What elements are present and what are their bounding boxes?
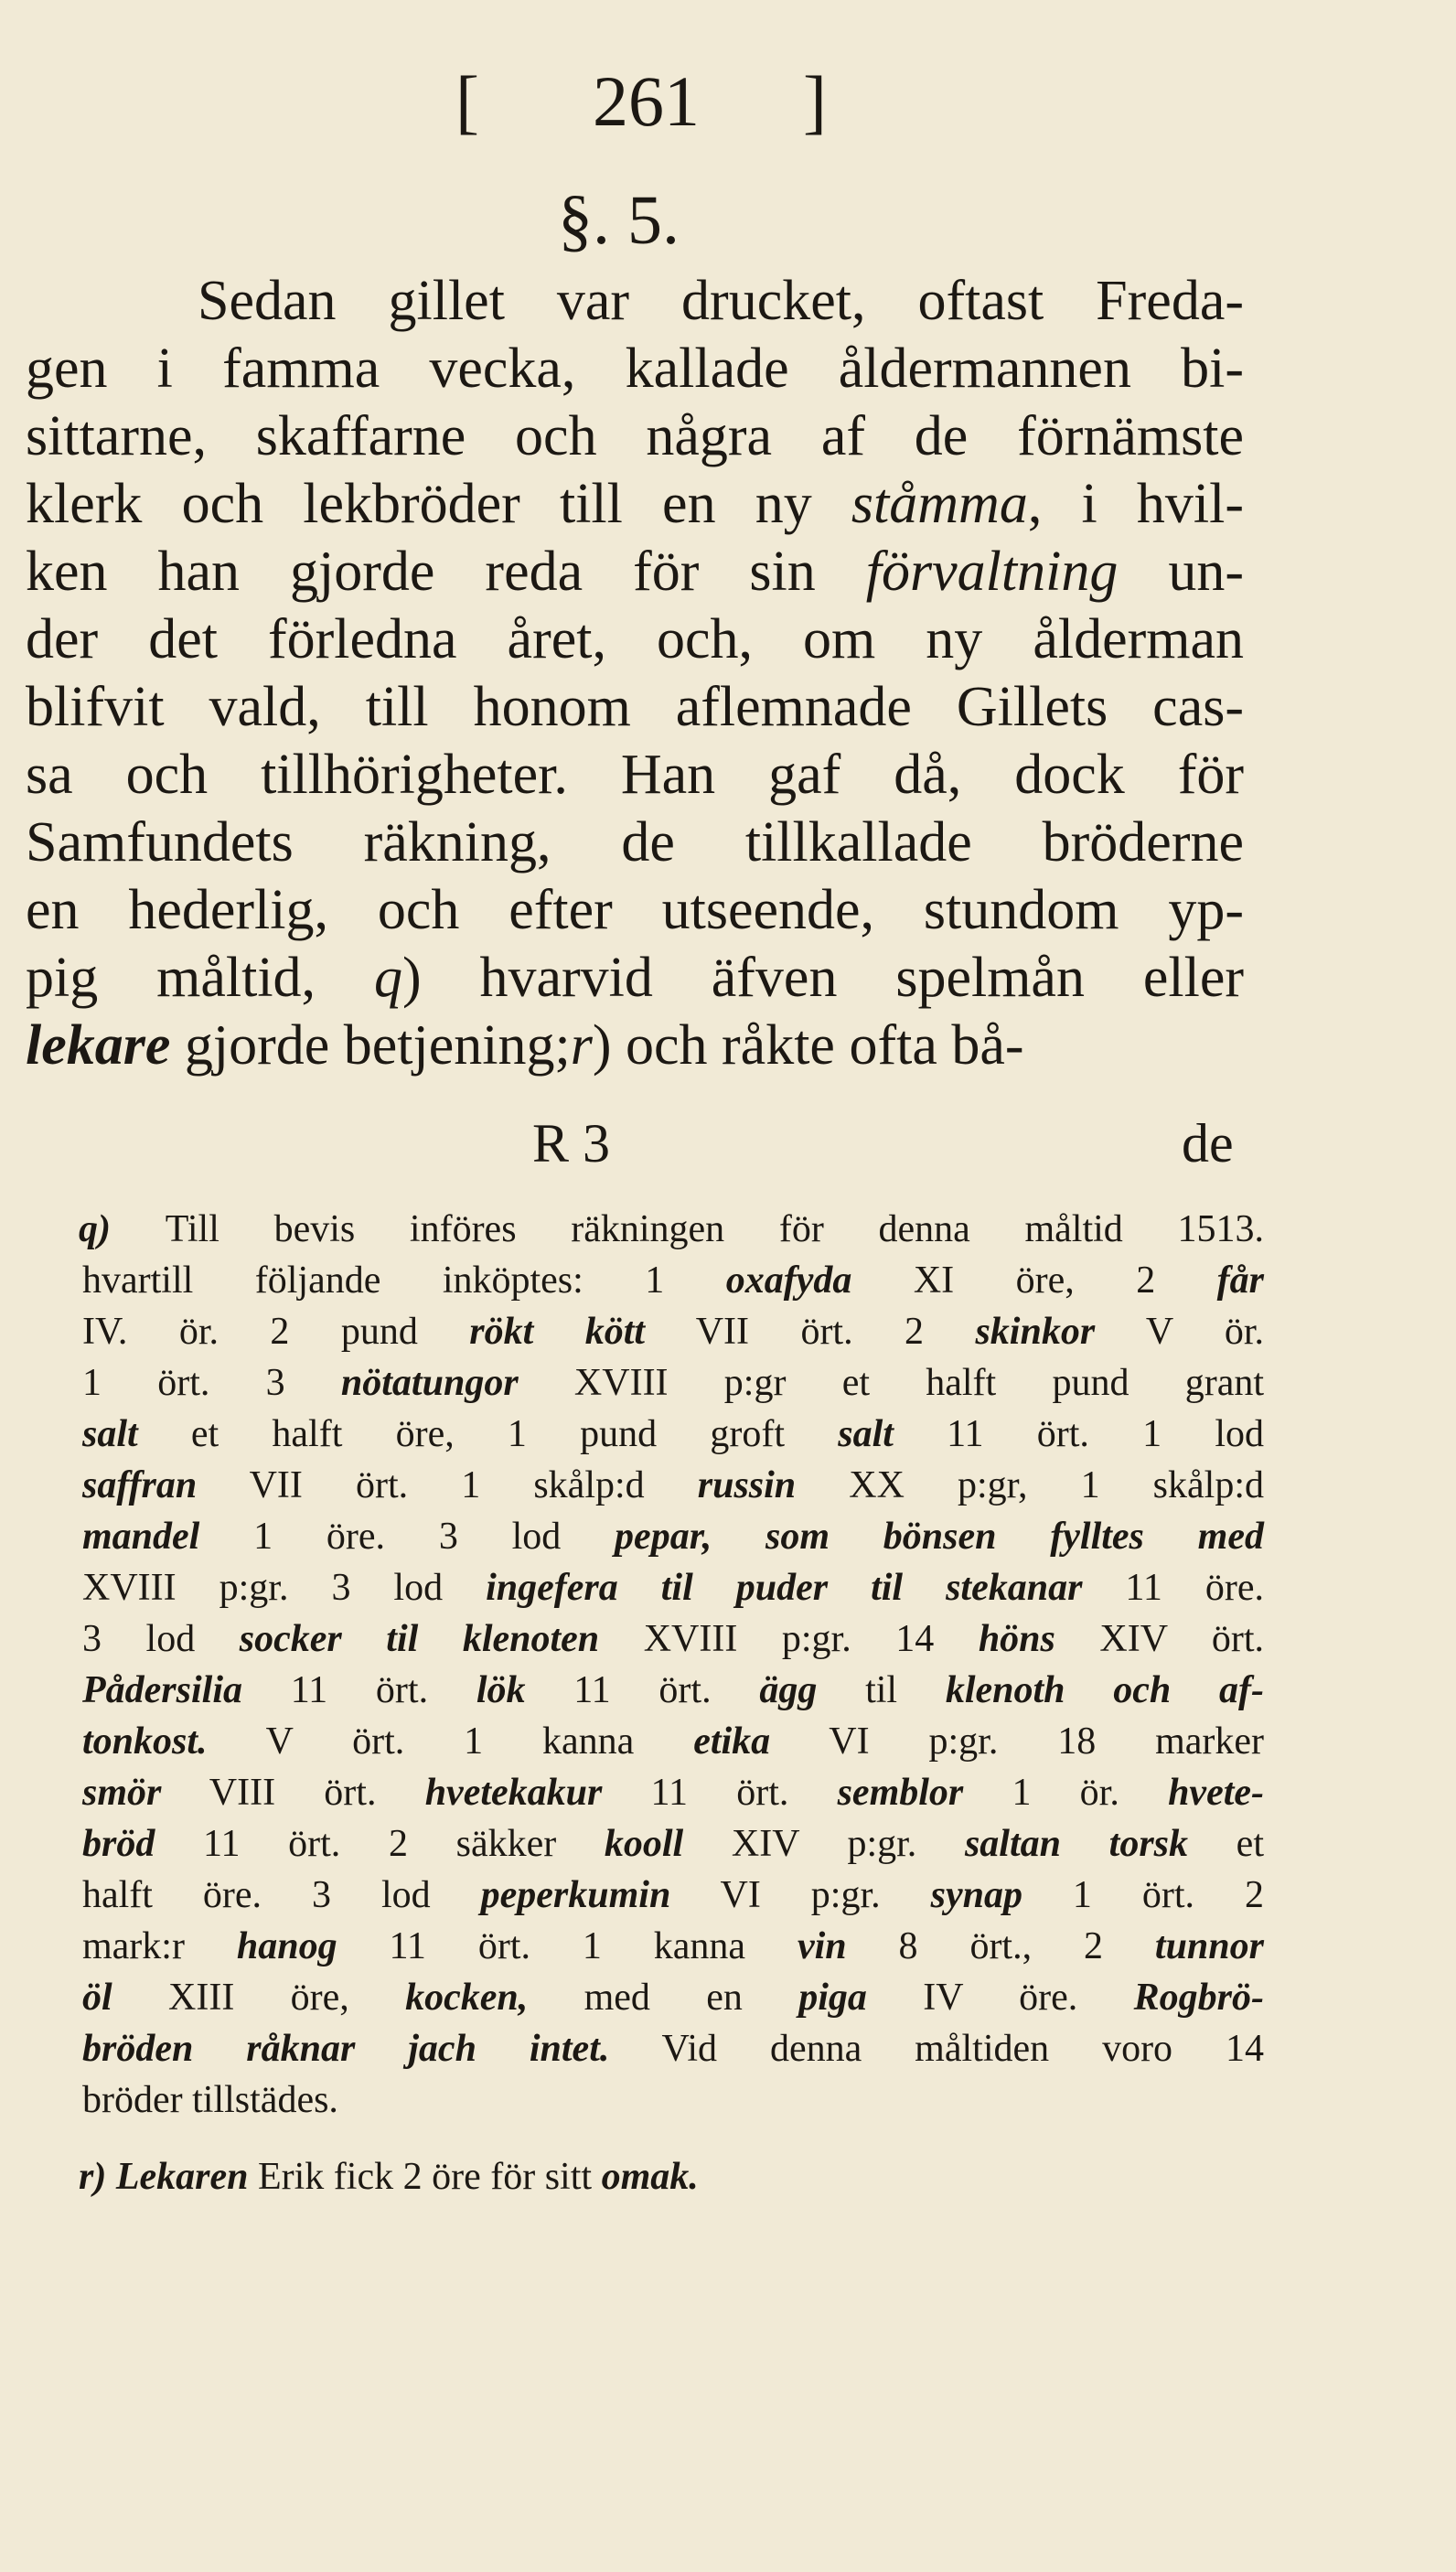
footnote-q-line <box>79 1204 1264 1255</box>
footnote-marker: q) <box>79 1208 166 1250</box>
italic-term: öl <box>82 1977 112 2019</box>
text-run: VIII ört. <box>161 1772 425 1814</box>
text-run: VII ört. 2 <box>645 1311 976 1353</box>
italic-term: förvaltning <box>865 541 1119 603</box>
text-run: IV. ör. 2 pund <box>82 1311 470 1353</box>
footnote-q-line <box>82 1767 1264 1818</box>
text-run: XVIII p:gr et halft pund grant <box>518 1362 1265 1404</box>
italic-term: kocken, <box>405 1977 529 2019</box>
footnote-q-line <box>82 1357 1264 1409</box>
italic-term: omak. <box>601 2156 699 2198</box>
italic-term: Lekaren <box>115 2156 249 2198</box>
italic-term: Pådersilia <box>82 1669 242 1711</box>
footnote-q-line <box>82 1716 1264 1767</box>
footnote-q-line <box>82 1972 1264 2023</box>
paragraph-line <box>26 673 1244 741</box>
footnote-q-line <box>82 1460 1264 1511</box>
text-run: 11 ört. <box>602 1772 838 1814</box>
italic-term: bröden råknar jach intet. <box>82 2028 610 2070</box>
text-run: sa och tillhörigheter. Han gaf då, dock för <box>26 744 1244 806</box>
footnote-q-line <box>82 1613 1264 1665</box>
italic-term: lekare <box>26 1014 171 1077</box>
italic-term: hvete- <box>1168 1772 1265 1814</box>
text-run: bröder tillstädes. <box>82 2079 338 2121</box>
text-run: Sedan gillet var drucket, oftast Freda- <box>198 270 1244 332</box>
italic-term: ingefera til puder til stekanar <box>486 1567 1083 1609</box>
paragraph-line <box>26 267 1244 335</box>
italic-term: socker til klenoten <box>239 1618 600 1660</box>
italic-term: saffran <box>82 1464 198 1506</box>
page-number: 261 <box>593 61 700 141</box>
text-run: 1 ört. 2 <box>1022 1874 1265 1916</box>
paragraph-line <box>26 402 1244 470</box>
text-run: et <box>1188 1823 1264 1865</box>
italic-term: rökt kött <box>469 1311 646 1353</box>
footnote-marker: r) <box>79 2156 116 2198</box>
footnote-q-line <box>82 1562 1264 1613</box>
text-run: 11 ört. 1 lod <box>893 1413 1265 1455</box>
italic-term: oxafyda <box>725 1259 852 1302</box>
header-left-bracket: [ <box>455 61 479 141</box>
text-run: 1 ört. 3 <box>82 1362 341 1404</box>
text-run: en hederlig, och efter utseende, stundom yp- <box>26 879 1244 941</box>
italic-term: skinkor <box>975 1311 1096 1353</box>
italic-term: kooll <box>604 1823 684 1865</box>
italic-term: höns <box>978 1618 1055 1660</box>
italic-term: ägg <box>759 1669 818 1711</box>
italic-term: hanog <box>236 1925 337 1967</box>
paragraph-line <box>26 809 1244 876</box>
text-run: 3 lod <box>82 1618 240 1660</box>
footnote-q-line <box>82 1665 1264 1716</box>
header-right-bracket: ] <box>803 61 827 141</box>
text-run: VI p:gr. <box>670 1874 931 1916</box>
text-run: gjorde betjening; <box>170 1014 571 1077</box>
italic-term: peperkumin <box>480 1874 671 1916</box>
text-run: Erik fick 2 öre för sitt <box>248 2156 602 2198</box>
italic-term: salt <box>838 1413 894 1455</box>
text-run: blifvit vald, till honom aflemnade Gillets cas- <box>26 676 1244 738</box>
italic-term: mandel <box>82 1516 200 1558</box>
text-run: ) hvarvid äfven spelmån eller <box>401 947 1244 1009</box>
italic-term: hvetekakur <box>424 1772 603 1814</box>
text-run: ken han gjorde reda för sin <box>26 541 866 603</box>
main-paragraph <box>26 267 1244 1079</box>
italic-term: pepar, som bönsen fylltes med <box>615 1516 1264 1558</box>
text-run: pig måltid, <box>26 947 374 1009</box>
footnote-q-line <box>82 1409 1264 1460</box>
footnote-q-line <box>82 1818 1264 1870</box>
italic-term: russin <box>697 1464 797 1506</box>
italic-term: får <box>1216 1259 1264 1302</box>
italic-term: salt <box>82 1413 138 1455</box>
text-run: 1 ör. <box>963 1772 1169 1814</box>
footnotes <box>79 1204 1265 2202</box>
text-run: 11 ört. 2 säkker <box>155 1823 605 1865</box>
text-run: et halft öre, 1 pund groft <box>137 1413 839 1455</box>
text-run: Vid denna måltiden voro 14 <box>609 2028 1264 2070</box>
signature-mark: R 3 <box>532 1113 611 1173</box>
text-run: 11 ört. <box>242 1669 476 1711</box>
text-run: , i hvil- <box>1027 473 1244 535</box>
italic-term: ståmma <box>851 473 1028 535</box>
text-run: mark:r <box>82 1925 237 1967</box>
paragraph-line <box>26 1012 1244 1079</box>
footnote-q-line <box>82 1870 1264 1921</box>
paragraph-line <box>26 335 1244 402</box>
text-run: 1 öre. 3 lod <box>199 1516 616 1558</box>
paragraph-line <box>26 741 1244 809</box>
text-run: sittarne, skaffarne och några af de förnämste <box>26 405 1244 467</box>
footnote-q-line <box>82 2074 1264 2126</box>
text-run: hvartill följande inköptes: 1 <box>82 1259 726 1302</box>
italic-term: smör <box>82 1772 162 1814</box>
text-run: halft öre. 3 lod <box>82 1874 481 1916</box>
footnote-r-line <box>79 2151 1264 2202</box>
text-run: VI p:gr. 18 marker <box>770 1720 1264 1763</box>
text-run: XIII öre, <box>112 1977 406 2019</box>
text-run: VII ört. 1 skålp:d <box>197 1464 698 1506</box>
italic-term: klenoth och af- <box>945 1669 1264 1711</box>
italic-term: lök <box>476 1669 526 1711</box>
text-run: Till bevis införes räkningen för denna måltid 1513. <box>165 1208 1264 1250</box>
italic-term: q <box>373 947 402 1009</box>
italic-term: vin <box>797 1925 847 1967</box>
text-run: ) och råkte ofta bå- <box>592 1014 1024 1077</box>
text-run: IV öre. <box>866 1977 1134 2019</box>
text-run: 11 öre. <box>1082 1567 1264 1609</box>
italic-term: saltan torsk <box>964 1823 1189 1865</box>
italic-term: tunnor <box>1154 1925 1264 1967</box>
text-run: 11 ört. 1 kanna <box>337 1925 798 1967</box>
text-run: klerk och lekbröder till en ny <box>26 473 851 535</box>
paragraph-line <box>26 944 1244 1012</box>
italic-term: Rogbrö- <box>1133 1977 1265 2019</box>
footnote-q-line <box>82 2023 1264 2074</box>
text-run: XX p:gr, 1 skålp:d <box>796 1464 1264 1506</box>
italic-term: bröd <box>82 1823 155 1865</box>
footnote-q-line <box>82 1306 1264 1357</box>
italic-term: tonkost. <box>82 1720 208 1763</box>
paragraph-line <box>26 876 1244 944</box>
text-run: 11 ört. <box>525 1669 760 1711</box>
signature-line <box>0 1107 1456 1180</box>
text-run: XI öre, 2 <box>851 1259 1217 1302</box>
text-run: med en <box>528 1977 799 2019</box>
text-run: gen i famma vecka, kallade åldermannen bi- <box>26 338 1244 400</box>
text-run: XVIII p:gr. 3 lod <box>82 1567 487 1609</box>
text-run: Samfundets räkning, de tillkallade bröderne <box>26 811 1244 873</box>
text-run: der det förledna året, och, om ny ålderman <box>26 608 1244 670</box>
page-header <box>0 60 1456 143</box>
section-heading: §. 5. <box>558 182 680 259</box>
text-run: XIV p:gr. <box>683 1823 965 1865</box>
catchword: de <box>1182 1113 1234 1173</box>
italic-term: piga <box>798 1977 867 2019</box>
text-run: til <box>817 1669 946 1711</box>
footnote-q-line <box>82 1255 1264 1306</box>
text-run: un- <box>1118 541 1244 603</box>
text-run: V ör. <box>1095 1311 1265 1353</box>
paragraph-line <box>26 470 1244 538</box>
italic-term: nötatungor <box>340 1362 519 1404</box>
paragraph-line <box>26 538 1244 605</box>
italic-term: r <box>570 1014 593 1077</box>
footnote-q-line <box>82 1511 1264 1562</box>
text-run: XIV ört. <box>1055 1618 1265 1660</box>
text-run: XVIII p:gr. 14 <box>599 1618 979 1660</box>
italic-term: semblor <box>837 1772 964 1814</box>
italic-term: etika <box>693 1720 771 1763</box>
footnote-q-line <box>82 1921 1264 1972</box>
text-run: 8 ört., 2 <box>846 1925 1155 1967</box>
paragraph-line <box>26 605 1244 673</box>
italic-term: synap <box>930 1874 1022 1916</box>
text-run: V ört. 1 kanna <box>207 1720 694 1763</box>
